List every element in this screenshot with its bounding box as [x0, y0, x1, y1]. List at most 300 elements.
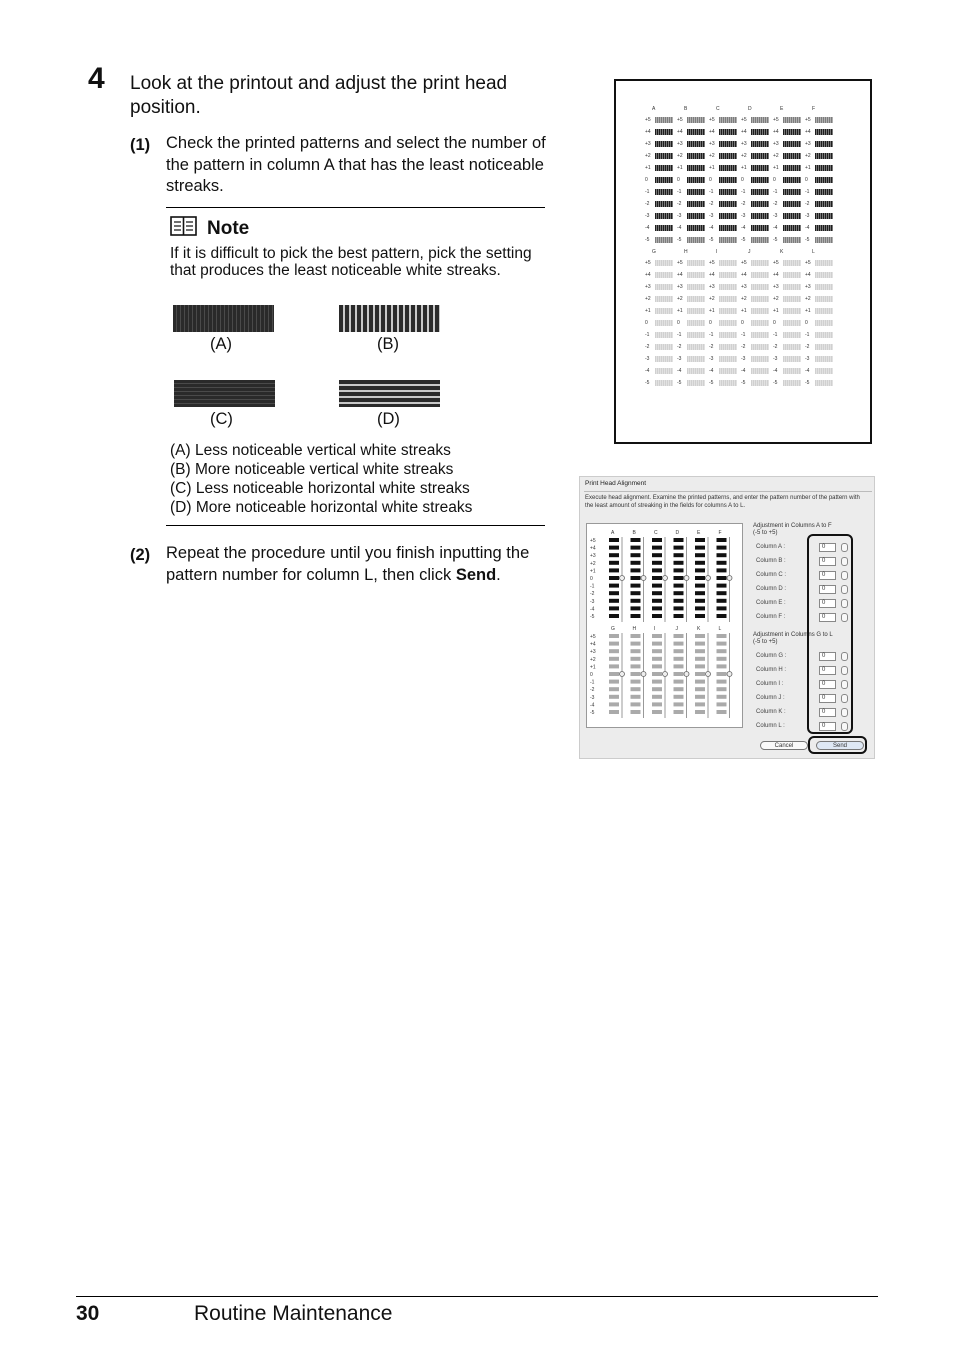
printout-stripe — [669, 344, 671, 350]
printout-stripe — [731, 237, 733, 243]
printout-stripe — [815, 260, 817, 266]
printout-stripe — [817, 189, 819, 195]
printout-stripe — [689, 201, 691, 207]
printout-stripe — [729, 141, 731, 147]
panel-pattern-bar — [652, 649, 662, 653]
printout-stripe — [787, 129, 789, 135]
printout-row-label: +2 — [773, 296, 779, 302]
printout-stripe — [821, 332, 823, 338]
printout-stripe — [663, 189, 665, 195]
swatch-c-label: (C) — [210, 410, 233, 428]
printout-stripe — [665, 380, 667, 386]
printout-stripe — [789, 356, 791, 362]
substep-1-text: Check the printed patterns and select the number of the pattern in column A that has the least noticeable streaks. — [166, 134, 546, 195]
column-value-input[interactable]: 0 — [819, 557, 836, 566]
printout-row-label: -2 — [645, 344, 650, 350]
printout-stripe — [767, 320, 769, 326]
printout-stripe — [753, 225, 755, 231]
printout-stripe — [657, 177, 659, 183]
printout-stripe — [797, 368, 799, 374]
printout-pattern-cell — [751, 356, 769, 362]
printout-stripe — [799, 141, 801, 147]
printout-pattern-cell — [719, 117, 737, 123]
printout-stripe — [831, 308, 833, 314]
panel-slider-thumb — [706, 672, 711, 677]
panel-pattern-bar — [717, 710, 727, 714]
printout-stripe — [659, 141, 661, 147]
printout-column-label: E — [780, 106, 784, 112]
printout-stripe — [765, 380, 767, 386]
printout-stripe — [783, 141, 785, 147]
printout-pattern-cell — [751, 165, 769, 171]
pattern-sliders[interactable] — [587, 524, 742, 727]
printout-stripe — [669, 165, 671, 171]
printout-stripe — [829, 368, 831, 374]
panel-pattern-bar — [631, 680, 641, 684]
printout-stripe — [725, 356, 727, 362]
note-title: Note — [207, 218, 250, 239]
printout-stripe — [821, 189, 823, 195]
printout-stripe — [655, 213, 657, 219]
printout-stripe — [687, 344, 689, 350]
printout-stripe — [695, 368, 697, 374]
printout-stripe — [693, 201, 695, 207]
printout-row-label: +2 — [741, 296, 747, 302]
printout-pattern-cell — [751, 332, 769, 338]
column-value-input[interactable]: 0 — [819, 680, 836, 689]
printout-stripe — [751, 380, 753, 386]
column-value-input[interactable]: 0 — [819, 543, 836, 552]
printout-stripe — [669, 296, 671, 302]
printout-stripe — [671, 141, 673, 147]
panel-pattern-bar — [674, 538, 684, 542]
printout-stripe — [751, 225, 753, 231]
column-value-input[interactable]: 0 — [819, 571, 836, 580]
printout-stripe — [665, 308, 667, 314]
printout-stripe — [665, 332, 667, 338]
printout-stripe — [729, 344, 731, 350]
printout-stripe — [827, 117, 829, 123]
printout-stripe — [821, 356, 823, 362]
column-value-input[interactable]: 0 — [819, 599, 836, 608]
printout-row-label: +1 — [805, 165, 811, 171]
printout-stripe — [755, 141, 757, 147]
printout-stripe — [727, 165, 729, 171]
panel-pattern-bar — [652, 614, 662, 618]
printout-pattern-cell — [783, 153, 801, 159]
send-emphasis: Send — [455, 565, 497, 584]
printout-stripe — [765, 320, 767, 326]
panel-pattern-bar — [631, 576, 641, 580]
printout-stripe — [657, 356, 659, 362]
printout-stripe — [827, 284, 829, 290]
printout-stripe — [757, 320, 759, 326]
printout-pattern-cell — [783, 296, 801, 302]
printout-stripe — [731, 153, 733, 159]
send-highlight — [808, 736, 867, 754]
panel-pattern-bar — [674, 584, 684, 588]
printout-stripe — [829, 272, 831, 278]
printout-stripe — [795, 165, 797, 171]
printout-stripe — [695, 308, 697, 314]
printout-stripe — [671, 201, 673, 207]
printout-stripe — [693, 165, 695, 171]
column-value-input[interactable]: 0 — [819, 708, 836, 717]
printout-stripe — [787, 260, 789, 266]
printout-pattern-cell — [655, 356, 673, 362]
printout-stripe — [727, 225, 729, 231]
printout-stripe — [671, 225, 673, 231]
printout-stripe — [827, 344, 829, 350]
printout-stripe — [757, 237, 759, 243]
printout-stripe — [819, 296, 821, 302]
note-legend — [170, 441, 472, 517]
printout-stripe — [735, 177, 737, 183]
pattern-panel[interactable] — [586, 523, 743, 728]
printout-stripe — [817, 320, 819, 326]
printout-stripe — [817, 284, 819, 290]
printout-stripe — [687, 308, 689, 314]
printout-stripe — [727, 380, 729, 386]
printout-pattern-cell — [751, 344, 769, 350]
printout-stripe — [787, 368, 789, 374]
printout-stripe — [661, 260, 663, 266]
printout-row-label: 0 — [773, 320, 776, 326]
printout-stripe — [663, 177, 665, 183]
printout-stripe — [793, 308, 795, 314]
printout-stripe — [723, 237, 725, 243]
printout-stripe — [787, 165, 789, 171]
printout-stripe — [797, 260, 799, 266]
printout-pattern-cell — [815, 308, 833, 314]
printout-row-label: +4 — [709, 129, 715, 135]
printout-row-label: -2 — [709, 201, 714, 207]
panel-pattern-bar — [631, 584, 641, 588]
printout-stripe — [755, 308, 757, 314]
printout-stripe — [733, 117, 735, 123]
printout-stripe — [793, 356, 795, 362]
column-value-input[interactable]: 0 — [819, 613, 836, 622]
printout-stripe — [827, 165, 829, 171]
printout-pattern-cell — [783, 201, 801, 207]
printout-stripe — [787, 308, 789, 314]
printout-stripe — [831, 141, 833, 147]
printout-stripe — [761, 308, 763, 314]
printout-row-label: +1 — [773, 308, 779, 314]
printout-row-label: +4 — [773, 272, 779, 278]
column-value-input[interactable]: 0 — [819, 652, 836, 661]
printout-stripe — [703, 237, 705, 243]
printout-stripe — [795, 153, 797, 159]
printout-stripe — [821, 153, 823, 159]
printout-row-label: -4 — [741, 225, 746, 231]
printout-stripe — [817, 177, 819, 183]
printout-pattern-cell — [687, 260, 705, 266]
printout-stripe — [729, 225, 731, 231]
printout-stripe — [657, 189, 659, 195]
printout-stripe — [727, 308, 729, 314]
printout-stripe — [733, 237, 735, 243]
printout-stripe — [663, 320, 665, 326]
printout-stripe — [759, 189, 761, 195]
printout-stripe — [691, 272, 693, 278]
printout-stripe — [719, 344, 721, 350]
printout-stripe — [703, 332, 705, 338]
printout-stripe — [687, 272, 689, 278]
panel-pattern-bar — [717, 584, 727, 588]
printout-stripe — [697, 201, 699, 207]
printout-stripe — [755, 368, 757, 374]
panel-pattern-bar — [609, 702, 619, 706]
legend-item: (C) Less noticeable horizontal white streaks — [170, 480, 470, 497]
printout-stripe — [725, 320, 727, 326]
panel-row-label: +2 — [590, 656, 596, 663]
printout-stripe — [789, 165, 791, 171]
printout-stripe — [793, 141, 795, 147]
printout-row-label: +1 — [677, 308, 683, 314]
printout-stripe — [759, 201, 761, 207]
printout-pattern-cell — [815, 284, 833, 290]
printout-stripe — [703, 165, 705, 171]
printout-pattern-cell — [783, 380, 801, 386]
printout-stripe — [831, 129, 833, 135]
printout-stripe — [657, 308, 659, 314]
printout-stripe — [757, 356, 759, 362]
printout-column-label: G — [652, 249, 656, 255]
panel-pattern-bar — [609, 642, 619, 646]
column-value-input[interactable]: 0 — [819, 666, 836, 675]
printout-stripe — [797, 201, 799, 207]
cancel-button[interactable]: Cancel — [760, 741, 808, 750]
column-value-input[interactable]: 0 — [819, 585, 836, 594]
printout-stripe — [667, 213, 669, 219]
printout-stripe — [819, 129, 821, 135]
fields-highlight — [807, 534, 853, 734]
printout-stripe — [663, 344, 665, 350]
printout-pattern-cell — [815, 260, 833, 266]
printout-stripe — [729, 296, 731, 302]
printout-column-label: C — [716, 106, 720, 112]
send-button[interactable]: Send — [816, 741, 864, 750]
printout-stripe — [667, 237, 669, 243]
printout-stripe — [663, 380, 665, 386]
printout-stripe — [725, 296, 727, 302]
printout-stripe — [687, 117, 689, 123]
printout-stripe — [695, 260, 697, 266]
substep-2-text — [166, 543, 566, 586]
printout-pattern-cell — [687, 201, 705, 207]
printout-stripe — [731, 260, 733, 266]
printout-stripe — [753, 201, 755, 207]
printout-stripe — [823, 129, 825, 135]
printout-stripe — [827, 189, 829, 195]
printout-stripe — [759, 177, 761, 183]
printout-stripe — [697, 332, 699, 338]
printout-stripe — [699, 201, 701, 207]
printout-stripe — [819, 320, 821, 326]
panel-pattern-bar — [609, 649, 619, 653]
panel-pattern-bar — [695, 634, 705, 638]
panel-row-label: -2 — [590, 591, 595, 598]
printout-stripe — [695, 117, 697, 123]
printout-stripe — [795, 368, 797, 374]
printout-stripe — [731, 272, 733, 278]
panel-column-label: H — [632, 626, 637, 632]
printout-stripe — [821, 201, 823, 207]
printout-stripe — [727, 272, 729, 278]
printout-pattern-cell — [719, 356, 737, 362]
printout-stripe — [757, 153, 759, 159]
printout-stripe — [819, 165, 821, 171]
printout-stripe — [661, 356, 663, 362]
printout-stripe — [655, 320, 657, 326]
printout-stripe — [791, 308, 793, 314]
printout-stripe — [759, 308, 761, 314]
printout-stripe — [665, 189, 667, 195]
printout-stripe — [659, 225, 661, 231]
printout-stripe — [671, 272, 673, 278]
printout-stripe — [727, 344, 729, 350]
printout-stripe — [821, 177, 823, 183]
printout-stripe — [695, 296, 697, 302]
printout-pattern-cell — [655, 332, 673, 338]
panel-slider-thumb — [620, 672, 625, 677]
printout-stripe — [755, 213, 757, 219]
printout-stripe — [751, 237, 753, 243]
printout-stripe — [821, 272, 823, 278]
printout-stripe — [793, 272, 795, 278]
printout-pattern-cell — [719, 284, 737, 290]
printout-stripe — [767, 213, 769, 219]
panel-pattern-bar — [609, 591, 619, 595]
printout-stripe — [755, 260, 757, 266]
printout-stripe — [661, 237, 663, 243]
printout-stripe — [729, 165, 731, 171]
printout-row-label: +2 — [805, 296, 811, 302]
printout-stripe — [795, 260, 797, 266]
printout-stripe — [761, 272, 763, 278]
printout-stripe — [689, 344, 691, 350]
panel-pattern-bar — [674, 576, 684, 580]
printout-stripe — [815, 129, 817, 135]
printout-stripe — [815, 177, 817, 183]
printout-stripe — [797, 284, 799, 290]
printout-stripe — [795, 141, 797, 147]
printout-stripe — [759, 332, 761, 338]
printout-stripe — [703, 296, 705, 302]
printout-stripe — [719, 320, 721, 326]
printout-stripe — [701, 308, 703, 314]
printout-stripe — [727, 332, 729, 338]
printout-row-label: +5 — [709, 260, 715, 266]
printout-stripe — [789, 368, 791, 374]
printout-stripe — [823, 213, 825, 219]
panel-pattern-bar — [609, 680, 619, 684]
printout-stripe — [699, 320, 701, 326]
printout-stripe — [731, 356, 733, 362]
printout-stripe — [691, 260, 693, 266]
dialog-title-divider — [584, 491, 872, 492]
printout-stripe — [799, 296, 801, 302]
printout-pattern-cell — [687, 213, 705, 219]
printout-row-label: -2 — [805, 344, 810, 350]
printout-stripe — [799, 284, 801, 290]
printout-pattern-cell — [783, 117, 801, 123]
printout-stripe — [785, 272, 787, 278]
printout-stripe — [787, 213, 789, 219]
printout-stripe — [823, 308, 825, 314]
printout-stripe — [699, 260, 701, 266]
printout-stripe — [759, 213, 761, 219]
panel-pattern-bar — [609, 606, 619, 610]
printout-stripe — [671, 320, 673, 326]
printout-pattern-cell — [655, 308, 673, 314]
printout-row-label: 0 — [741, 320, 744, 326]
column-value-input[interactable]: 0 — [819, 722, 836, 731]
printout-stripe — [821, 344, 823, 350]
printout-stripe — [785, 213, 787, 219]
printout-stripe — [669, 129, 671, 135]
printout-stripe — [687, 225, 689, 231]
printout-stripe — [693, 284, 695, 290]
printout-stripe — [817, 237, 819, 243]
printout-stripe — [765, 153, 767, 159]
printout-stripe — [783, 356, 785, 362]
printout-stripe — [659, 332, 661, 338]
print-head-alignment-dialog — [579, 476, 875, 759]
printout-row-label: +3 — [805, 141, 811, 147]
printout-row-label: -1 — [645, 189, 650, 195]
printout-stripe — [731, 308, 733, 314]
printout-stripe — [659, 165, 661, 171]
printout-row-label: -5 — [709, 237, 714, 243]
printout-stripe — [687, 153, 689, 159]
printout-stripe — [757, 344, 759, 350]
printout-stripe — [789, 272, 791, 278]
printout-stripe — [783, 272, 785, 278]
printout-stripe — [789, 141, 791, 147]
printout-stripe — [701, 141, 703, 147]
printout-stripe — [767, 153, 769, 159]
printout-stripe — [701, 201, 703, 207]
printout-stripe — [661, 320, 663, 326]
printout-stripe — [757, 380, 759, 386]
printout-stripe — [689, 368, 691, 374]
panel-slider-thumb — [706, 576, 711, 581]
printout-stripe — [701, 153, 703, 159]
printout-stripe — [787, 117, 789, 123]
printout-stripe — [729, 129, 731, 135]
printout-stripe — [751, 189, 753, 195]
printout-stripe — [657, 368, 659, 374]
dialog-title: Print Head Alignment — [585, 480, 647, 487]
printout-stripe — [657, 201, 659, 207]
panel-pattern-bar — [652, 606, 662, 610]
printout-stripe — [761, 260, 763, 266]
column-value-input[interactable]: 0 — [819, 694, 836, 703]
printout-pattern-cell — [687, 308, 705, 314]
printout-row-label: -4 — [805, 225, 810, 231]
printout-stripe — [825, 308, 827, 314]
printout-stripe — [761, 320, 763, 326]
printout-stripe — [703, 141, 705, 147]
printout-stripe — [821, 117, 823, 123]
printout-stripe — [723, 356, 725, 362]
printout-stripe — [751, 213, 753, 219]
printout-stripe — [669, 177, 671, 183]
printout-stripe — [731, 320, 733, 326]
printout-stripe — [701, 320, 703, 326]
